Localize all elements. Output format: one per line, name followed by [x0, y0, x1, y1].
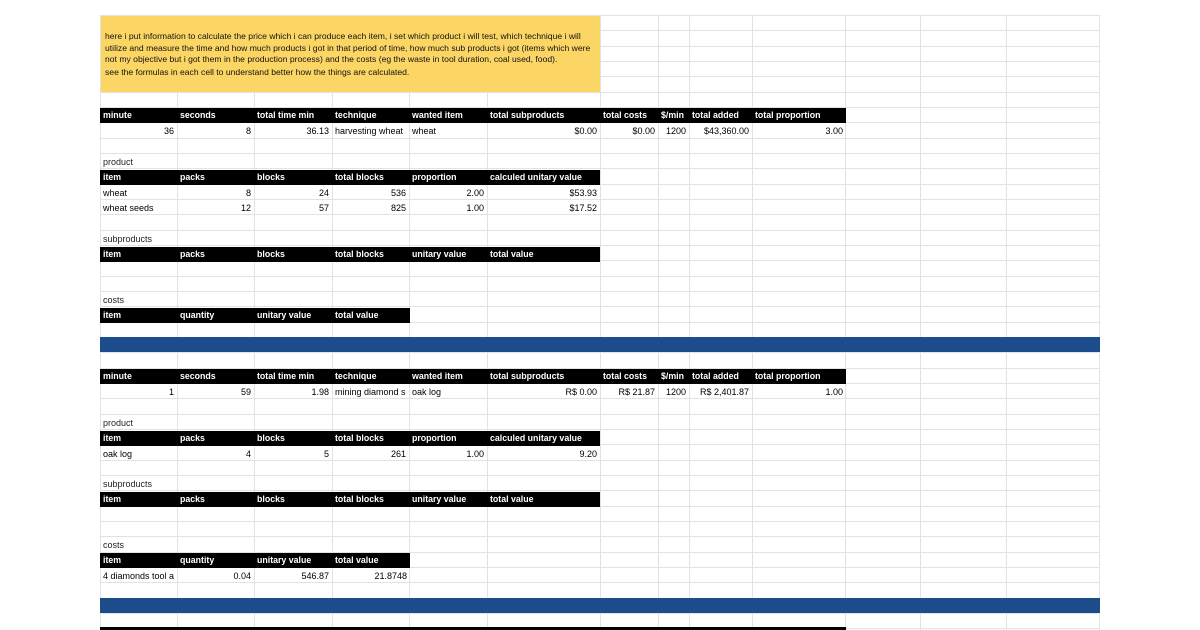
grid-line: [100, 306, 1100, 307]
cell-minute[interactable]: 1: [168, 387, 174, 397]
main-header-row: [100, 108, 846, 123]
header-technique[interactable]: technique: [335, 371, 377, 381]
header-total-added[interactable]: total added: [692, 110, 739, 120]
header-packs[interactable]: packs: [180, 494, 205, 504]
cost-item[interactable]: 4 diamonds tool a: [103, 571, 175, 581]
header-quantity[interactable]: quantity: [180, 555, 215, 565]
header-minute[interactable]: minute: [103, 110, 132, 120]
cost-quantity[interactable]: 0.04: [233, 571, 251, 581]
header-packs[interactable]: packs: [180, 249, 205, 259]
cell-technique[interactable]: mining diamond s: [335, 387, 406, 397]
header-item[interactable]: item: [103, 433, 122, 443]
cell-total-subproducts[interactable]: R$ 0.00: [565, 387, 597, 397]
cell-total-proportion[interactable]: 1.00: [825, 387, 843, 397]
cell-total-proportion[interactable]: 3.00: [825, 126, 843, 136]
product-packs[interactable]: 8: [245, 188, 251, 198]
product-total-blocks[interactable]: 261: [390, 449, 406, 459]
cell-per-min[interactable]: 1200: [665, 387, 686, 397]
costs-header-row: [100, 308, 410, 323]
section-label-product[interactable]: product: [103, 418, 134, 428]
section-label-costs[interactable]: costs: [103, 295, 125, 305]
product-proportion[interactable]: 1.00: [466, 449, 484, 459]
product-item[interactable]: wheat: [103, 188, 128, 198]
grid-line: [100, 276, 1100, 277]
header-item[interactable]: item: [103, 494, 122, 504]
header-total-time[interactable]: total time min: [257, 371, 315, 381]
product-item[interactable]: oak log: [103, 449, 133, 459]
header-packs[interactable]: packs: [180, 433, 205, 443]
header-unitary-value[interactable]: unitary value: [257, 555, 312, 565]
header-wanted-item[interactable]: wanted item: [412, 110, 463, 120]
grid-line: [100, 352, 1100, 353]
header-seconds[interactable]: seconds: [180, 371, 216, 381]
header-unitary-value[interactable]: unitary value: [412, 249, 467, 259]
grid-line: [100, 92, 1100, 93]
costs-header-row: [100, 553, 410, 568]
header-wanted-item[interactable]: wanted item: [412, 371, 463, 381]
product-header-row: [100, 170, 600, 185]
grid-line: [100, 245, 1100, 246]
header-quantity[interactable]: quantity: [180, 310, 215, 320]
cost-unitary-value[interactable]: 546.87: [301, 571, 329, 581]
section-label-product[interactable]: product: [103, 157, 134, 167]
header-total-subproducts[interactable]: total subproducts: [490, 371, 565, 381]
header-minute[interactable]: minute: [103, 371, 132, 381]
header-total-blocks[interactable]: total blocks: [335, 494, 384, 504]
header-seconds[interactable]: seconds: [180, 110, 216, 120]
block-separator: [100, 337, 1100, 352]
section-label-costs[interactable]: costs: [103, 540, 125, 550]
product-blocks[interactable]: 5: [323, 449, 329, 459]
header-total-blocks[interactable]: total blocks: [335, 172, 384, 182]
product-proportion[interactable]: 1.00: [466, 203, 484, 213]
grid-line: [100, 291, 1100, 292]
header-total-proportion[interactable]: total proportion: [755, 110, 821, 120]
subproduct-header-row: [100, 492, 600, 507]
product-blocks[interactable]: 57: [318, 203, 329, 213]
header-total-costs[interactable]: total costs: [603, 371, 647, 381]
section-label-subproducts[interactable]: subproducts: [103, 234, 153, 244]
product-unit-value[interactable]: $53.93: [569, 188, 597, 198]
cell-total-time[interactable]: 36.13: [306, 126, 329, 136]
header-technique[interactable]: technique: [335, 110, 377, 120]
grid-line: [100, 475, 1100, 476]
section-label-subproducts[interactable]: subproducts: [103, 479, 153, 489]
grid-line: [100, 521, 1100, 522]
grid-line: [100, 613, 1100, 614]
header-total-blocks[interactable]: total blocks: [335, 249, 384, 259]
product-unit-value[interactable]: 9.20: [579, 449, 597, 459]
product-proportion[interactable]: 2.00: [466, 188, 484, 198]
header-item[interactable]: item: [103, 249, 122, 259]
cell-total-costs[interactable]: $0.00: [632, 126, 655, 136]
grid-line: [100, 168, 1100, 169]
header-unitary-value[interactable]: unitary value: [257, 310, 312, 320]
header-total-proportion[interactable]: total proportion: [755, 371, 821, 381]
product-total-blocks[interactable]: 825: [390, 203, 406, 213]
header-blocks[interactable]: blocks: [257, 494, 285, 504]
header-total-value[interactable]: total value: [335, 555, 379, 565]
product-header-row: [100, 431, 600, 446]
note-text: here i put information to calculate the price which i can produce each item, i set which product i will test, which technique i will utilize and measure the time and how much products i got in that period of time, how much sub products i got (items which were not my objective but i got them in the production process) and the costs (eg the waste in tool duration, coal used, food).: [105, 31, 591, 65]
cell-total-costs[interactable]: R$ 21.87: [618, 387, 655, 397]
grid-line: [100, 429, 1100, 430]
header-total-value[interactable]: total value: [490, 494, 534, 504]
grid-line: [100, 490, 1100, 491]
header-per-min[interactable]: $/min: [661, 110, 684, 120]
header-total-value[interactable]: total value: [490, 249, 534, 259]
header-total-blocks[interactable]: total blocks: [335, 433, 384, 443]
header-unit-value[interactable]: calculed unitary value: [490, 433, 582, 443]
main-header-row: [100, 369, 846, 384]
cell-total-added[interactable]: R$ 2,401.87: [699, 387, 749, 397]
note-formula-hint: see the formulas in each cell to understand better how the things are calculated.: [105, 66, 410, 77]
cell-seconds[interactable]: 59: [240, 387, 251, 397]
header-item[interactable]: item: [103, 172, 122, 182]
product-total-blocks[interactable]: 536: [390, 188, 406, 198]
header-total-value[interactable]: total value: [335, 310, 379, 320]
cell-seconds[interactable]: 8: [245, 126, 251, 136]
header-total-time[interactable]: total time min: [257, 110, 315, 120]
cell-per-min[interactable]: 1200: [665, 126, 686, 136]
header-item[interactable]: item: [103, 310, 122, 320]
product-item[interactable]: wheat seeds: [103, 203, 154, 213]
grid-line: [100, 153, 1100, 154]
product-blocks[interactable]: 24: [318, 188, 329, 198]
header-blocks[interactable]: blocks: [257, 172, 285, 182]
cell-technique[interactable]: harvesting wheat: [335, 126, 404, 136]
header-proportion[interactable]: proportion: [412, 172, 457, 182]
cell-wanted-item[interactable]: wheat: [412, 126, 437, 136]
cost-total-value[interactable]: 21.8748: [374, 571, 407, 581]
header-packs[interactable]: packs: [180, 172, 205, 182]
header-blocks[interactable]: blocks: [257, 249, 285, 259]
instructions-note[interactable]: [101, 16, 600, 92]
header-blocks[interactable]: blocks: [257, 433, 285, 443]
grid-line: [100, 414, 1100, 415]
header-proportion[interactable]: proportion: [412, 433, 457, 443]
product-packs[interactable]: 4: [245, 449, 251, 459]
cell-total-added[interactable]: $43,360.00: [703, 126, 749, 136]
cell-minute[interactable]: 36: [163, 126, 174, 136]
grid-line: [100, 536, 1100, 537]
block-separator: [100, 598, 1100, 613]
header-unitary-value[interactable]: unitary value: [412, 494, 467, 504]
grid-line: [100, 230, 1100, 231]
product-packs[interactable]: 12: [240, 203, 251, 213]
product-unit-value[interactable]: $17.52: [569, 203, 597, 213]
header-total-subproducts[interactable]: total subproducts: [490, 110, 565, 120]
header-total-costs[interactable]: total costs: [603, 110, 647, 120]
subproduct-header-row: [100, 247, 600, 262]
cell-total-time[interactable]: 1.98: [311, 387, 329, 397]
header-total-added[interactable]: total added: [692, 371, 739, 381]
header-unit-value[interactable]: calculed unitary value: [490, 172, 582, 182]
header-per-min[interactable]: $/min: [661, 371, 684, 381]
header-item[interactable]: item: [103, 555, 122, 565]
cell-wanted-item[interactable]: oak log: [412, 387, 442, 397]
cell-total-subproducts[interactable]: $0.00: [574, 126, 597, 136]
